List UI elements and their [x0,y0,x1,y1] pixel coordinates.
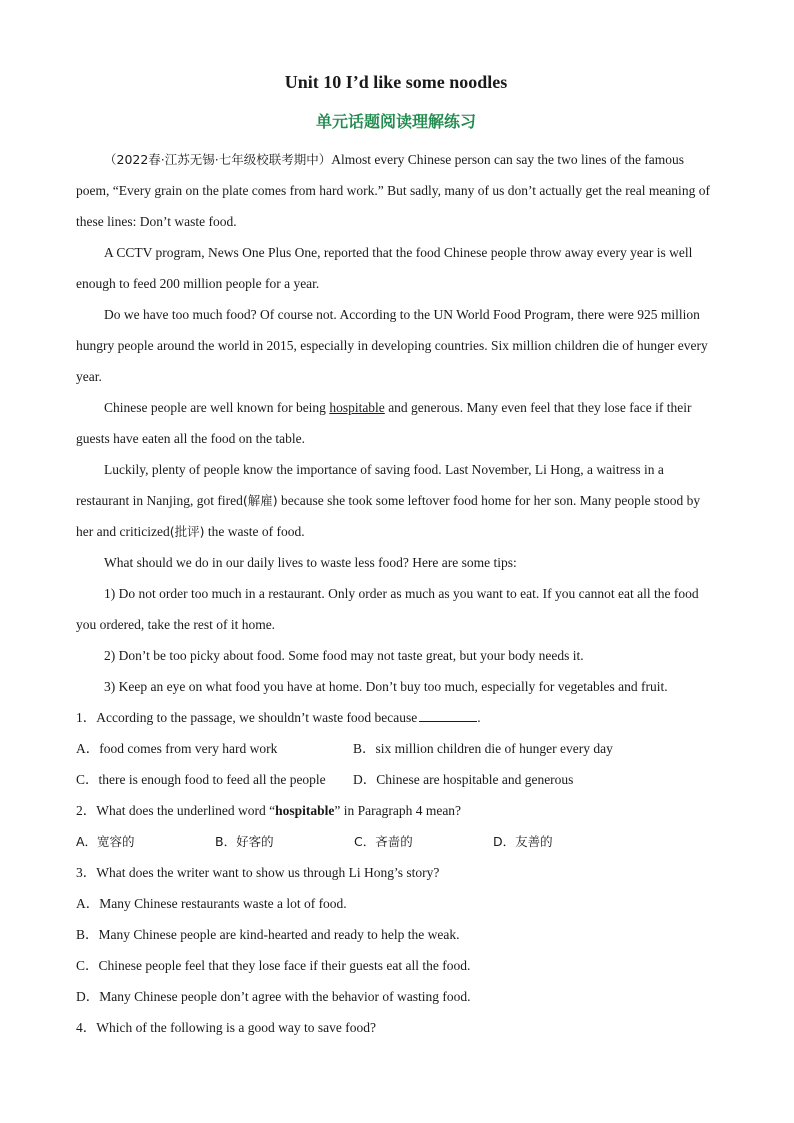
question-stem: 2．What does the underlined word “ [76,803,276,818]
option-b[interactable]: B．Many Chinese people are kind-hearted and ready to help the weak. [76,927,460,942]
option-a[interactable]: A．Many Chinese restaurants waste a lot of food. [76,896,347,911]
page-title: Unit 10 I’d like some noodles [284,72,508,92]
passage-paragraph-6: What should we do in our daily lives to waste less food? Here are some tips: [104,555,517,570]
passage-paragraph-4 [76,392,716,454]
paragraph-text: Luckily, plenty of people know the importance of saving food. Last November, Li Hong, a waitress in a restaurant in Nanjing, got fired [76,462,664,508]
question-1-options-row-1 [76,733,716,764]
answer-blank[interactable] [419,707,477,722]
underlined-word: hospitable [329,400,385,415]
paragraph-text: Chinese people are well known for being [104,400,330,415]
paragraph-text: Almost every Chinese person can say the two lines of the famous poem, “Every grain on the plate comes from hard work.” But sadly, many of us don’t actually get the real meaning of these lines: Don’t waste food. [76,152,710,229]
option-a[interactable]: A．宽容的 [76,834,135,849]
chinese-gloss: (解雇) [242,493,278,508]
passage-paragraph-1 [76,144,716,237]
question-1-options-row-2 [76,764,716,795]
page-subtitle: 单元话题阅读理解练习 [315,112,476,131]
paragraph-text: because she took some leftover food home for her son. Many people stood by her and criticized [76,493,701,539]
passage-paragraph-3: Do we have too much food? Of course not. According to the UN World Food Program, there were 925 million hungry people around the world in 2015, especially in developing countries. Six million children die of hunger every year. [76,307,708,384]
passage-paragraph-5 [76,454,716,547]
option-d[interactable]: D．友善的 [493,834,553,849]
option-b[interactable]: B．six million children die of hunger every day [353,741,613,756]
question-3: 3．What does the writer want to show us through Li Hong’s story? [76,865,440,880]
option-c[interactable]: C．吝啬的 [354,834,413,849]
option-b[interactable]: B．好客的 [215,834,274,849]
option-c[interactable]: C．Chinese people feel that they lose face if their guests eat all the food. [76,958,471,973]
paragraph-text: the waste of food. [204,524,305,539]
bold-word: hospitable [275,803,335,818]
paragraph-text: and generous. Many even feel that they lose face if their guests have eaten all the food on the table. [76,400,692,446]
question-2 [76,795,716,826]
source-note: （2022春·江苏无锡·七年级校联考期中） [104,152,332,167]
option-c[interactable]: C．there is enough food to feed all the people [76,772,326,787]
option-a[interactable]: A．food comes from very hard work [76,741,278,756]
question-1 [76,702,716,733]
option-d[interactable]: D．Chinese are hospitable and generous [353,772,574,787]
chinese-gloss: (批评) [169,524,205,539]
tip-1: 1) Do not order too much in a restaurant. Only order as much as you want to eat. If you cannot eat all the food you ordered, take the rest of it home. [76,586,699,632]
question-2-options [76,826,716,857]
worksheet-page [76,70,716,1043]
question-4: 4．Which of the following is a good way to save food? [76,1020,376,1035]
question-stem-end: . [477,710,481,725]
tip-3: 3) Keep an eye on what food you have at home. Don’t buy too much, especially for vegetables and fruit. [104,679,668,694]
passage-paragraph-2: A CCTV program, News One Plus One, reported that the food Chinese people throw away every year is well enough to feed 200 million people for a year. [76,245,693,291]
question-stem: 1．According to the passage, we shouldn’t waste food because [76,710,418,725]
tip-2: 2) Don’t be too picky about food. Some food may not taste great, but your body needs it. [104,648,584,663]
question-stem: ” in Paragraph 4 mean? [334,803,462,818]
option-d[interactable]: D．Many Chinese people don’t agree with the behavior of wasting food. [76,989,471,1004]
